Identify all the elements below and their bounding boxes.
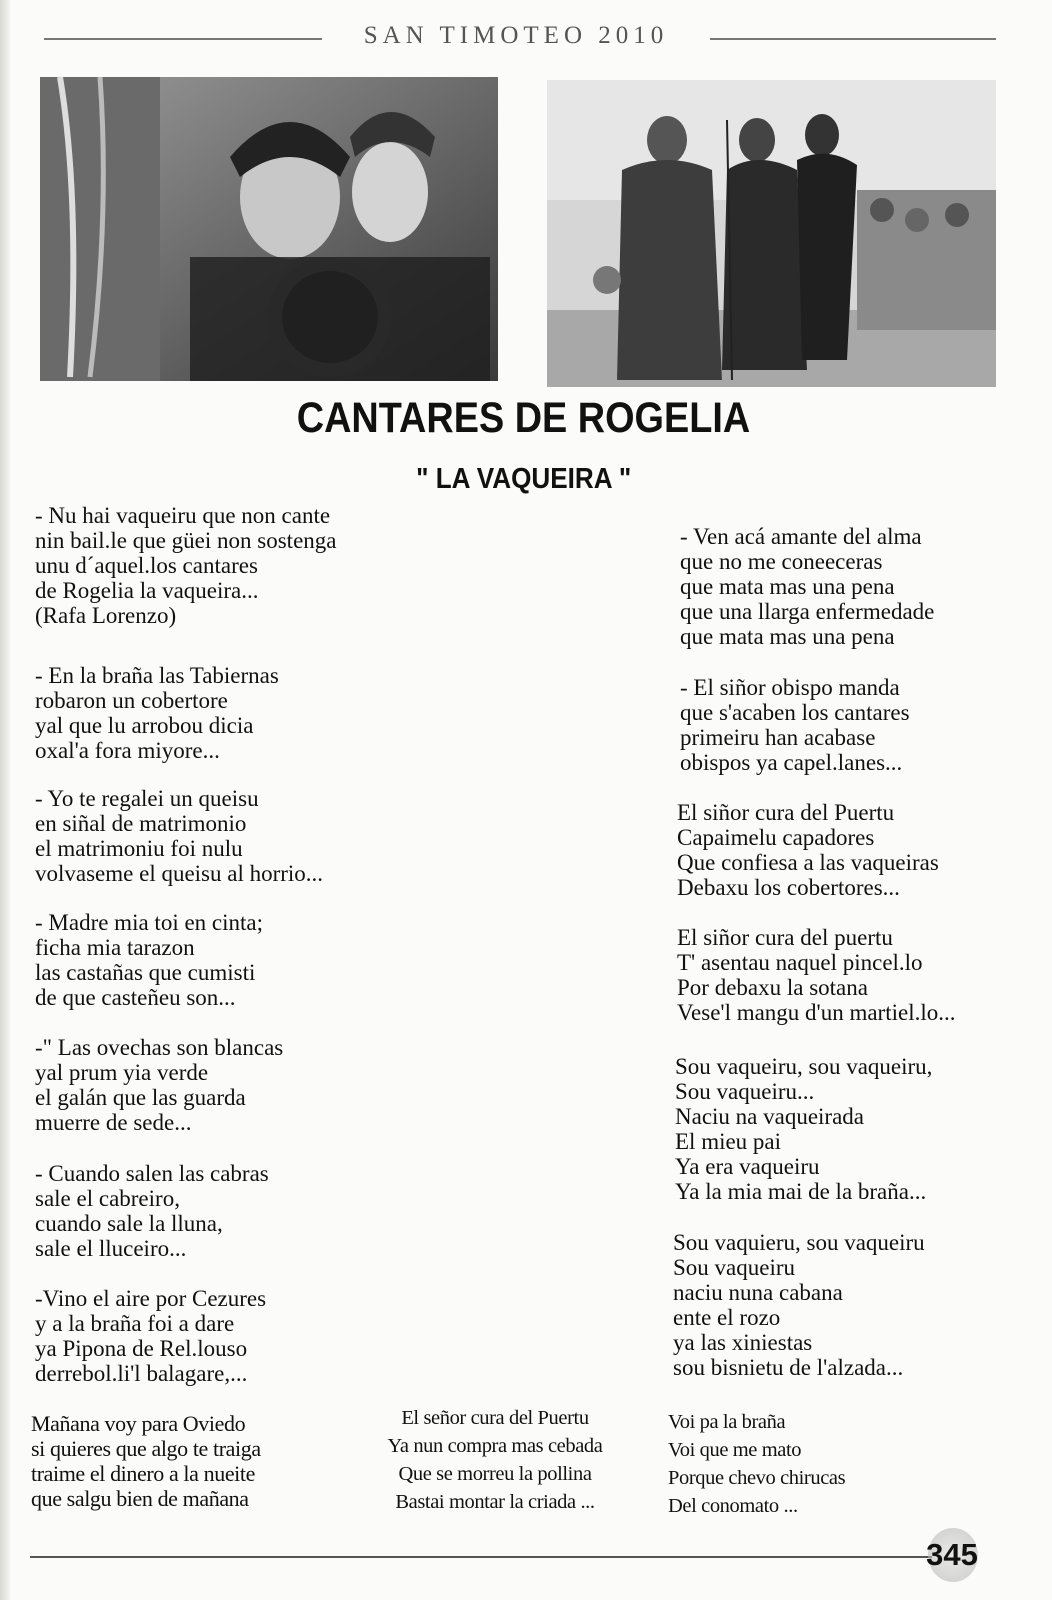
verse-line: si quieres que algo te traiga <box>31 1436 261 1461</box>
verse-line: que mata mas una pena <box>680 624 895 649</box>
verse-line: Vese'l mangu d'un martiel.lo... <box>677 1000 956 1025</box>
verse-line: que una llarga enfermedade <box>680 599 935 624</box>
verse-line: el galán que las guarda <box>35 1085 246 1110</box>
verse-line: obispos ya capel.lanes... <box>680 750 903 775</box>
verse-line: T' asentau naquel pincel.lo <box>677 950 923 975</box>
verse-line: El mieu pai <box>675 1129 782 1154</box>
verse-line: - Cuando salen las cabras <box>35 1161 269 1186</box>
photo-dancers-outdoors <box>547 80 996 387</box>
verse-line: Voi pa la braña <box>668 1411 786 1433</box>
verse-line: Sou vaqueiru <box>673 1255 796 1280</box>
verse-line: primeiru han acabase <box>680 725 876 750</box>
verse-line: yal que lu arrobou dicia <box>35 713 254 738</box>
verse-line: sale el lluceiro... <box>35 1236 187 1261</box>
verse-line: que s'acaben los cantares <box>680 700 910 725</box>
verse-line: ya Pipona de Rel.louso <box>35 1336 248 1361</box>
verse-line: derrebol.li'l balagare,... <box>35 1361 248 1386</box>
verse-line: yal prum yia verde <box>35 1060 209 1085</box>
header-rule-left <box>44 38 322 40</box>
verse-line: robaron un cobertore <box>35 688 228 713</box>
verse-line: traime el dinero a la nueite <box>31 1461 255 1486</box>
verse-line: -" Las ovechas son blancas <box>35 1035 284 1060</box>
verse-line: Por debaxu la sotana <box>677 975 868 1000</box>
left-stanza-6 <box>35 1161 269 1261</box>
page-title: CANTARES DE ROGELIA <box>296 394 751 442</box>
verse-line: Voi que me mato <box>668 1439 802 1461</box>
verse-line: sale el cabreiro, <box>35 1186 180 1211</box>
verse-line: Mañana voy para Oviedo <box>31 1411 246 1436</box>
right-stanza-3 <box>677 800 939 900</box>
verse-line: (Rafa Lorenzo) <box>35 603 177 628</box>
verse-line: nin bail.le que güei non sostenga <box>35 528 337 553</box>
left-stanza-5 <box>35 1035 283 1135</box>
verse-line: Ya era vaqueiru <box>675 1154 820 1179</box>
page-number: 345 <box>926 1537 978 1572</box>
verse-line: ente el rozo <box>673 1305 781 1330</box>
page-edge <box>0 0 10 1600</box>
verse-line: Naciu na vaqueirada <box>675 1104 865 1129</box>
verse-line: Del conomato ... <box>668 1495 798 1517</box>
left-stanza-1 <box>35 503 337 628</box>
right-stanza-5 <box>675 1054 932 1204</box>
verse-line: naciu nuna cabana <box>673 1280 843 1305</box>
verse-line: Que confiesa a las vaqueiras <box>677 850 939 875</box>
verse-line: Bastai montar la criada ... <box>395 1491 595 1513</box>
verse-line: sou bisnietu de l'alzada... <box>673 1355 904 1380</box>
verse-line: Que se morreu la pollina <box>398 1463 592 1485</box>
verse-line: El siñor cura del Puertu <box>677 800 895 825</box>
left-stanza-3 <box>35 786 323 886</box>
verse-line: cuando sale la lluna, <box>35 1211 223 1236</box>
verse-line: y a la braña foi a dare <box>35 1311 235 1336</box>
bottom-left-stanza <box>31 1411 261 1511</box>
running-head: SAN TIMOTEO 2010 <box>363 22 669 49</box>
right-stanza-4 <box>677 925 955 1025</box>
verse-line: ya las xiniestas <box>673 1330 813 1355</box>
verse-line: El señor cura del Puertu <box>401 1407 589 1429</box>
verse-line: que no me coneeceras <box>680 549 883 574</box>
verse-line: que salgu bien de mañana <box>31 1486 249 1511</box>
verse-line: ficha mia tarazon <box>35 935 195 960</box>
verse-line: el matrimoniu foi nulu <box>35 836 243 861</box>
footer-rule <box>30 1556 932 1558</box>
verse-line: Ya la mia mai de la braña... <box>675 1179 927 1204</box>
header-rule-right <box>710 38 996 40</box>
verse-line: muerre de sede... <box>35 1110 192 1135</box>
verse-line: - Nu hai vaqueiru que non cante <box>35 503 331 528</box>
verse-line: volvaseme el queisu al horrio... <box>35 861 324 886</box>
verse-line: Sou vaqueiru, sou vaqueiru, <box>675 1054 933 1079</box>
verse-line: que mata mas una pena <box>680 574 895 599</box>
photo-women-with-tambourines <box>40 77 498 381</box>
right-stanza-6 <box>673 1230 925 1380</box>
verse-line: oxal'a fora miyore... <box>35 738 220 763</box>
verse-line: Sou vaqueiru... <box>675 1079 815 1104</box>
verse-line: - Madre mia toi en cinta; <box>35 910 264 935</box>
verse-line: de Rogelia la vaqueira... <box>35 578 259 603</box>
verse-line: Porque chevo chirucas <box>668 1467 846 1489</box>
verse-line: - El siñor obispo manda <box>680 675 900 700</box>
right-stanza-2 <box>680 675 910 775</box>
verse-line: las castañas que cumisti <box>35 960 256 985</box>
left-stanza-2 <box>35 663 279 763</box>
verse-line: - En la braña las Tabiernas <box>35 663 279 688</box>
verse-line: unu d´aquel.los cantares <box>35 553 258 578</box>
verse-line: El siñor cura del puertu <box>677 925 893 950</box>
verse-line: - Ven acá amante del alma <box>680 524 922 549</box>
bottom-right-stanza <box>668 1408 845 1520</box>
verse-line: Debaxu los cobertores... <box>677 875 900 900</box>
verse-line: -Vino el aire por Cezures <box>35 1286 267 1311</box>
verse-line: Sou vaquieru, sou vaqueiru <box>673 1230 925 1255</box>
verse-line: - Yo te regalei un queisu <box>35 786 259 811</box>
bottom-center-stanza <box>360 1404 630 1516</box>
left-stanza-7 <box>35 1286 266 1386</box>
verse-line: Capaimelu capadores <box>677 825 875 850</box>
page-subtitle: " LA VAQUEIRA " <box>416 463 632 495</box>
verse-line: de que casteñeu son... <box>35 985 236 1010</box>
right-stanza-1 <box>680 524 934 649</box>
left-stanza-4 <box>35 910 263 1010</box>
verse-line: en siñal de matrimonio <box>35 811 247 836</box>
verse-line: Ya nun compra mas cebada <box>387 1435 603 1457</box>
